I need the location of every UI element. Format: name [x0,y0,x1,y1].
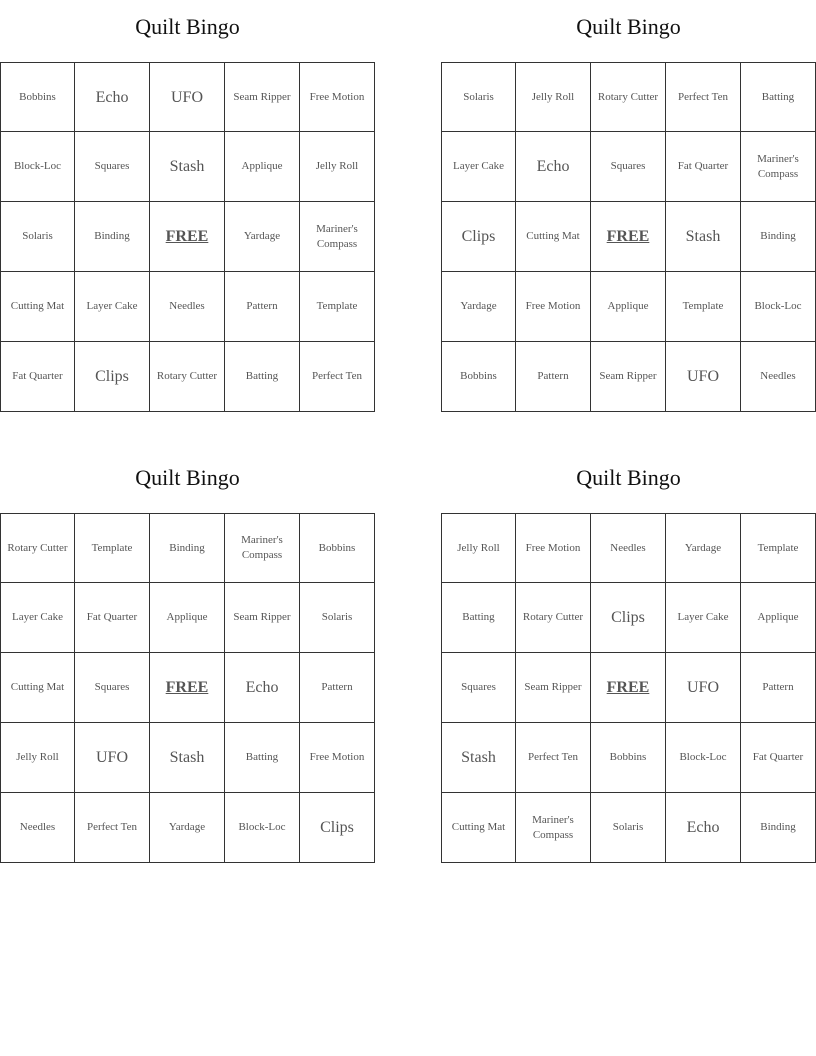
bingo-cell: Squares [75,653,150,723]
bingo-cell: Perfect Ten [75,793,150,863]
bingo-cell: Applique [225,132,300,202]
bingo-cell: Batting [741,62,816,132]
bingo-cell: Rotary Cutter [591,62,666,132]
bingo-cell: Jelly Roll [441,513,516,583]
bingo-cell: Stash [150,723,225,793]
bingo-cell: Solaris [0,202,75,272]
bingo-grid [441,513,816,863]
bingo-cell: Needles [150,272,225,342]
bingo-cell: Block-Loc [666,723,741,793]
bingo-cell: Echo [75,62,150,132]
bingo-cell: Layer Cake [0,583,75,653]
bingo-cell: Free Motion [300,723,375,793]
bingo-cell: Needles [591,513,666,583]
bingo-cell: UFO [666,342,741,412]
bingo-cell: Seam Ripper [591,342,666,412]
bingo-cell: Echo [666,793,741,863]
bingo-cell: Block-Loc [741,272,816,342]
free-space-cell: FREE [591,653,666,723]
bingo-cell: Pattern [516,342,591,412]
bingo-cell: Stash [150,132,225,202]
bingo-card-4 [441,458,816,863]
bingo-cell: Yardage [225,202,300,272]
bingo-cell: Seam Ripper [225,583,300,653]
bingo-cell: Stash [441,723,516,793]
bingo-cell: Echo [516,132,591,202]
bingo-cell: Free Motion [300,62,375,132]
bingo-cell: Free Motion [516,513,591,583]
bingo-cell: Block-Loc [0,132,75,202]
bingo-cell: Fat Quarter [741,723,816,793]
bingo-cell: Template [741,513,816,583]
bingo-cell: Pattern [225,272,300,342]
bingo-cell: Cutting Mat [0,653,75,723]
free-space-cell: FREE [591,202,666,272]
bingo-cell: Squares [591,132,666,202]
bingo-cell: Rotary Cutter [0,513,75,583]
bingo-cell: Fat Quarter [0,342,75,412]
card-title: Quilt Bingo [576,14,681,39]
bingo-cell: Pattern [741,653,816,723]
bingo-cell: Rotary Cutter [516,583,591,653]
bingo-cell: Bobbins [441,342,516,412]
bingo-cell: Perfect Ten [300,342,375,412]
bingo-cell: Clips [591,583,666,653]
bingo-cell: Layer Cake [666,583,741,653]
bingo-cell: Template [75,513,150,583]
bingo-cell: Cutting Mat [0,272,75,342]
bingo-cell: Bobbins [591,723,666,793]
bingo-cell: Yardage [150,793,225,863]
bingo-cell: Stash [666,202,741,272]
bingo-cell: Template [666,272,741,342]
card-title: Quilt Bingo [135,14,240,39]
bingo-cell: Binding [741,793,816,863]
bingo-cell: Free Motion [516,272,591,342]
bingo-cell: Clips [300,793,375,863]
bingo-cell: Binding [150,513,225,583]
bingo-cell: Pattern [300,653,375,723]
bingo-cell: Batting [441,583,516,653]
bingo-cell: Mariner's Compass [516,793,591,863]
bingo-cell: Template [300,272,375,342]
bingo-cell: Yardage [666,513,741,583]
bingo-cell: Layer Cake [441,132,516,202]
bingo-cell: Binding [75,202,150,272]
card-title: Quilt Bingo [576,465,681,490]
bingo-cell: Applique [741,583,816,653]
bingo-cell: Squares [75,132,150,202]
bingo-cell: Mariner's Compass [225,513,300,583]
bingo-cell: Clips [441,202,516,272]
bingo-cell: Jelly Roll [0,723,75,793]
bingo-cell: Binding [741,202,816,272]
bingo-cell: Bobbins [300,513,375,583]
bingo-card-2 [441,7,816,412]
bingo-cell: Bobbins [0,62,75,132]
bingo-cell: Seam Ripper [225,62,300,132]
bingo-cell: Fat Quarter [75,583,150,653]
bingo-cell: Jelly Roll [300,132,375,202]
bingo-grid [441,62,816,412]
bingo-cell: UFO [75,723,150,793]
bingo-cell: Layer Cake [75,272,150,342]
bingo-cell: Yardage [441,272,516,342]
bingo-cell: Rotary Cutter [150,342,225,412]
bingo-cell: Block-Loc [225,793,300,863]
bingo-cell: Cutting Mat [441,793,516,863]
bingo-cell: Jelly Roll [516,62,591,132]
bingo-cell: Echo [225,653,300,723]
bingo-cell: Clips [75,342,150,412]
free-space-cell: FREE [150,202,225,272]
bingo-cell: Needles [0,793,75,863]
bingo-cell: Batting [225,342,300,412]
bingo-cell: Solaris [300,583,375,653]
bingo-grid [0,513,375,863]
bingo-cell: Applique [150,583,225,653]
bingo-cell: Solaris [441,62,516,132]
bingo-cell: Perfect Ten [666,62,741,132]
bingo-card-1 [0,7,375,412]
bingo-cell: Solaris [591,793,666,863]
bingo-cell: Mariner's Compass [300,202,375,272]
bingo-cell: Batting [225,723,300,793]
free-space-cell: FREE [150,653,225,723]
bingo-cell: Fat Quarter [666,132,741,202]
bingo-cell: Needles [741,342,816,412]
bingo-cell: Cutting Mat [516,202,591,272]
bingo-card-3 [0,458,375,863]
bingo-cell: Mariner's Compass [741,132,816,202]
bingo-cell: Squares [441,653,516,723]
card-title: Quilt Bingo [135,465,240,490]
bingo-cell: Applique [591,272,666,342]
bingo-cell: Perfect Ten [516,723,591,793]
bingo-cell: Seam Ripper [516,653,591,723]
bingo-cell: UFO [150,62,225,132]
bingo-cell: UFO [666,653,741,723]
bingo-grid [0,62,375,412]
